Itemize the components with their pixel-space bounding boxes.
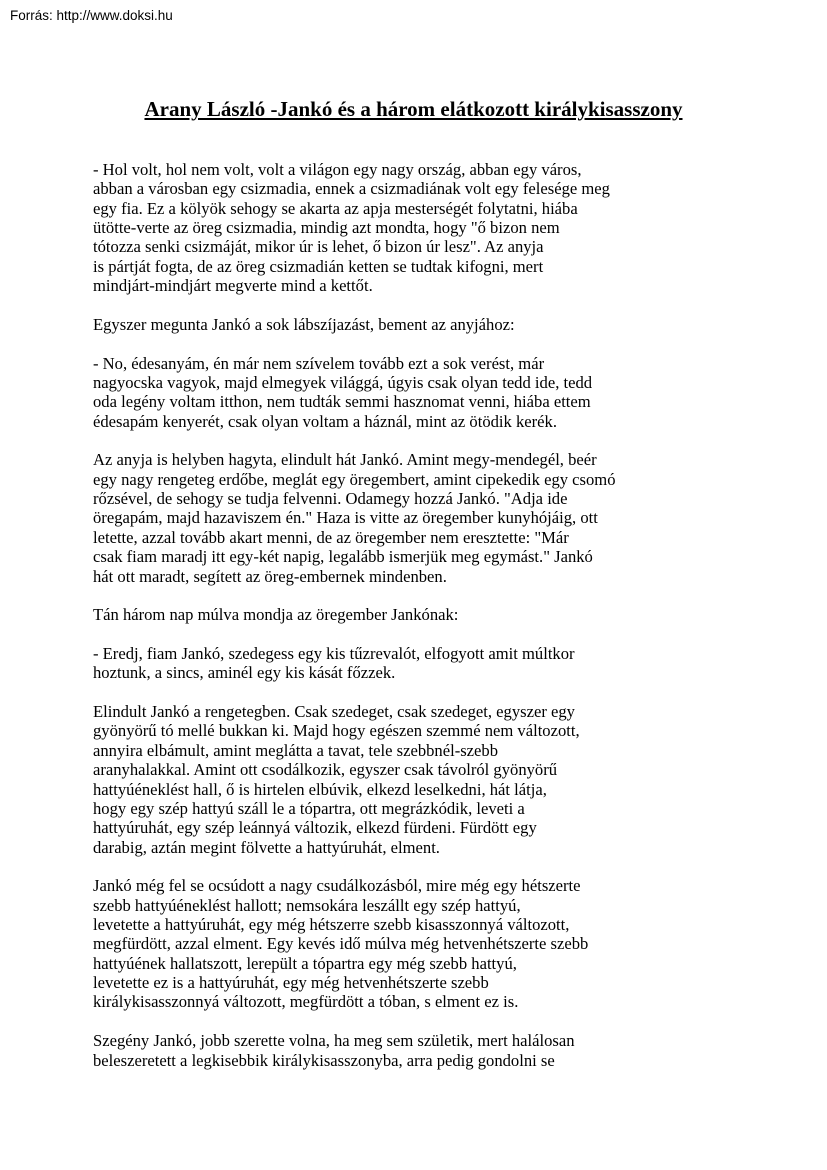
text-line: rőzsével, de sehogy se tudja felvenni. Odamegy hozzá Jankó. "Adja ide xyxy=(93,489,568,509)
text-line: - Eredj, fiam Jankó, szedegess egy kis tűzrevalót, elfogyott amit múltkor xyxy=(93,643,575,663)
text-line: - No, édesanyám, én már nem szívelem tovább ezt a sok verést, már xyxy=(93,353,545,373)
paragraph xyxy=(93,1031,753,1070)
text-line: - Hol volt, hol nem volt, volt a világon egy nagy ország, abban egy város, xyxy=(93,160,582,179)
text-line: annyira elbámult, amint meglátta a tavat, tele szebbnél-szebb xyxy=(93,740,498,760)
text-line: Egyszer megunta Jankó a sok lábszíjazást, bement az anyjához: xyxy=(93,314,515,334)
text-line: öregapám, majd hazaviszem én." Haza is vitte az öregember kunyhójáig, ott xyxy=(93,508,598,528)
paragraph xyxy=(93,315,753,334)
text-line: mindjárt-mindjárt megverte mind a kettőt. xyxy=(93,276,373,296)
paragraph xyxy=(93,160,753,296)
text-line: Tán három nap múlva mondja az öregember Jankónak: xyxy=(93,605,459,625)
text-line: levetette ez is a hattyúruhát, egy még hetvenhétszerte szebb xyxy=(93,973,489,993)
text-line: Szegény Jankó, jobb szerette volna, ha meg sem születik, mert halálosan xyxy=(93,1031,575,1051)
paragraph xyxy=(93,644,753,683)
text-line: ütötte-verte az öreg csizmadia, mindig azt mondta, hogy "ő bizon nem xyxy=(93,218,560,238)
text-line: hattyúéneklést hall, ő is hirtelen elbúvik, elkezd leselkedni, hát látja, xyxy=(93,779,547,799)
paragraph xyxy=(93,450,753,586)
text-line: beleszeretett a legkisebbik királykisasszonyba, arra pedig gondolni se xyxy=(93,1050,555,1070)
text-line: hát ott maradt, segített az öreg-embernek mindenben. xyxy=(93,566,447,586)
text-line: abban a városban egy csizmadia, ennek a csizmadiának volt egy felesége meg xyxy=(93,179,610,199)
paragraph xyxy=(93,605,753,624)
text-line: tótozza senki csizmáját, mikor úr is lehet, ő bizon úr lesz". Az anyja xyxy=(93,237,544,257)
text-line: Jankó még fel se ocsúdott a nagy csudálkozásból, mire még egy hétszerte xyxy=(93,876,581,896)
text-line: Az anyja is helyben hagyta, elindult hát Jankó. Amint megy-mendegél, beér xyxy=(93,450,597,470)
text-line: szebb hattyúéneklést hallott; nemsokára leszállt egy szép hattyú, xyxy=(93,895,521,915)
text-line: hattyúruhát, egy szép leánnyá változik, elkezd fürdeni. Fürdött egy xyxy=(93,818,537,838)
text-line: királykisasszonnyá változott, megfürdött a tóban, s elment ez is. xyxy=(93,992,519,1012)
text-line: Elindult Jankó a rengetegben. Csak szedeget, csak szedeget, egyszer egy xyxy=(93,702,575,722)
text-line: gyönyörű tó mellé bukkan ki. Majd hogy egészen szemmé nem változott, xyxy=(93,721,580,741)
text-line: nagyocska vagyok, majd elmegyek világgá, úgyis csak olyan tedd ide, tedd xyxy=(93,372,593,392)
paragraph xyxy=(93,354,753,431)
text-line: darabig, aztán megint fölvette a hattyúruhát, elment. xyxy=(93,837,440,857)
paragraph xyxy=(93,702,753,857)
text-line: édesapám kenyerét, csak olyan voltam a háznál, mint az ötödik kerék. xyxy=(93,411,557,431)
page-title: Arany László -Jankó és a három elátkozott királykisasszony xyxy=(144,97,683,121)
text-line: is pártját fogta, de az öreg csizmadián ketten se tudtak kifogni, mert xyxy=(93,256,544,276)
text-line: oda legény voltam itthon, nem tudták semmi hasznomat venni, hiába ettem xyxy=(93,392,591,412)
source-url-label: Forrás: http://www.doksi.hu xyxy=(10,8,173,23)
text-line: aranyhalakkal. Amint ott csodálkozik, egyszer csak távolról gyönyörű xyxy=(93,760,558,780)
paragraph xyxy=(93,876,753,1012)
text-line: hoztunk, a sincs, aminél egy kis kását főzzek. xyxy=(93,663,396,683)
text-line: levetette a hattyúruhát, egy még hétszerre szebb kisasszonnyá változott, xyxy=(93,915,570,935)
text-line: egy fia. Ez a kölyök sehogy se akarta az apja mesterségét folytatni, hiába xyxy=(93,198,578,218)
text-line: hattyúének hallatszott, lerepült a tópartra egy még szebb hattyú, xyxy=(93,953,517,973)
text-line: egy nagy rengeteg erdőbe, meglát egy öregembert, amint cipekedik egy csomó xyxy=(93,469,616,489)
text-line: megfürdött, azzal elment. Egy kevés idő múlva még hetvenhétszerte szebb xyxy=(93,934,589,954)
document-body xyxy=(93,160,753,1089)
text-line: hogy egy szép hattyú száll le a tópartra, ott megrázkódik, leveti a xyxy=(93,798,525,818)
text-line: letette, azzal tovább akart menni, de az öregember nem eresztette: "Már xyxy=(93,527,569,547)
text-line: csak fiam maradj itt egy-két napig, legalább ismerjük meg egymást." Jankó xyxy=(93,547,593,567)
